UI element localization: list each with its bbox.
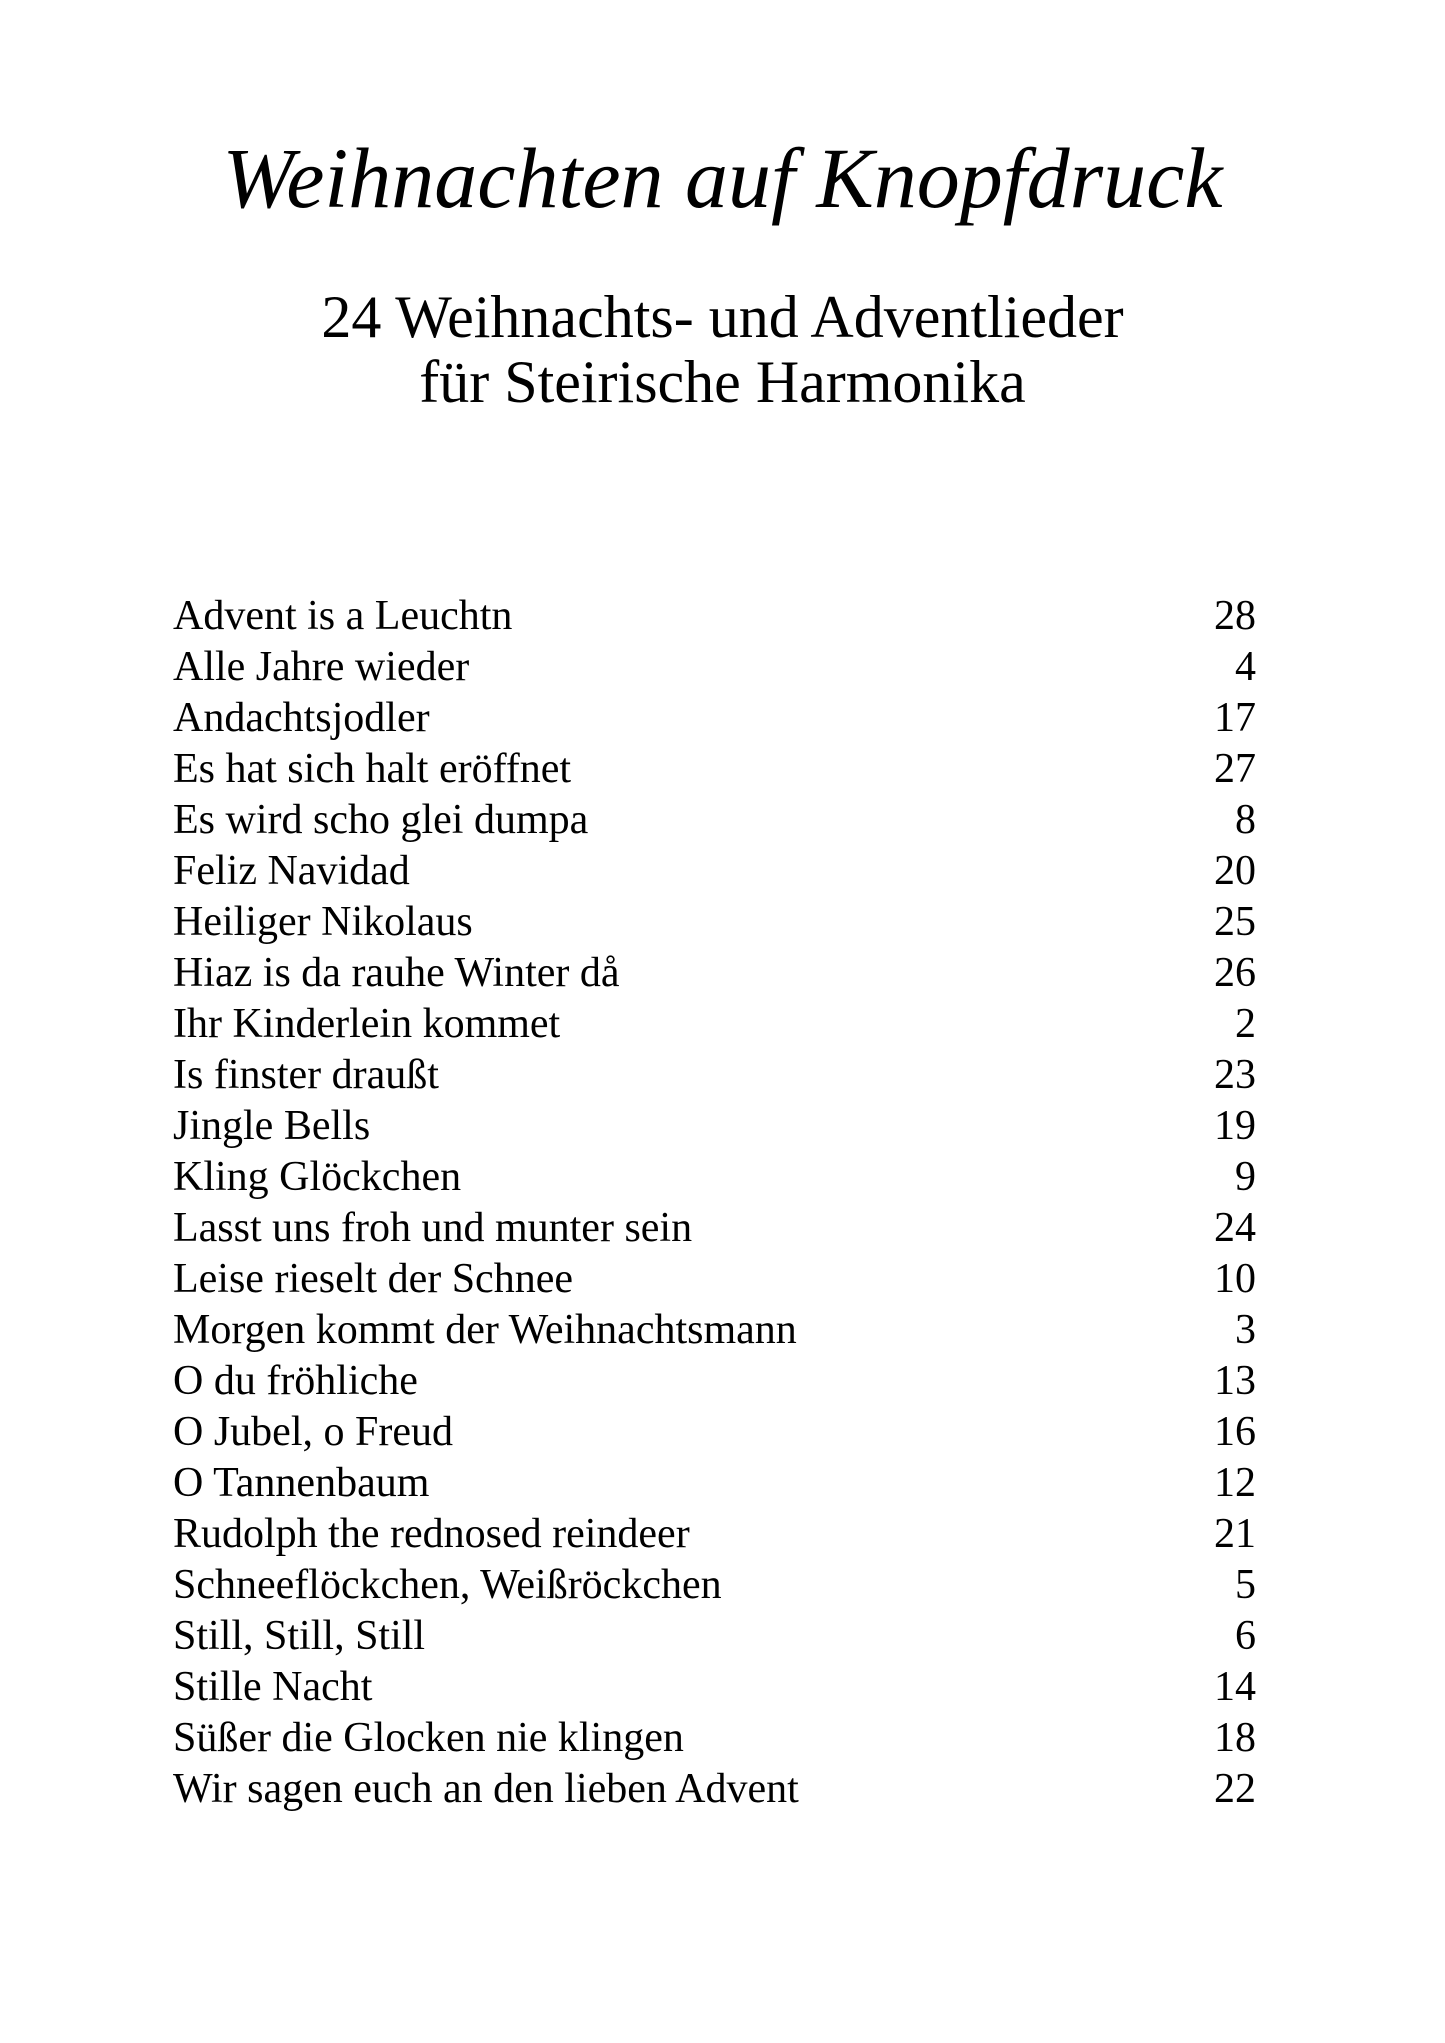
toc-entry-page-number: 14: [1214, 1664, 1256, 1710]
toc-entry-title: Andachtsjodler: [173, 695, 430, 741]
toc-entry-title: O du fröhliche: [173, 1358, 418, 1404]
toc-entry-page-number: 16: [1214, 1409, 1256, 1455]
toc-entry-title: Alle Jahre wieder: [173, 644, 470, 690]
toc-entry-title: Süßer die Glocken nie klingen: [173, 1715, 684, 1761]
toc-row: [173, 642, 1256, 693]
toc-entry-title: Rudolph the rednosed reindeer: [173, 1511, 690, 1557]
toc-entry-title: Es hat sich halt eröffnet: [173, 746, 572, 792]
toc-row: [173, 1356, 1256, 1407]
toc-row: [173, 1560, 1256, 1611]
toc-entry-title: Hiaz is da rauhe Winter då: [173, 950, 620, 996]
toc-entry-title: Leise rieselt der Schnee: [173, 1256, 573, 1302]
subtitle-line-2: für Steirische Harmonika: [419, 349, 1026, 415]
toc-row: [173, 1050, 1256, 1101]
toc-entry-page-number: 9: [1235, 1154, 1256, 1200]
toc-entry-title: Kling Glöckchen: [173, 1154, 462, 1200]
toc-entry-title: Heiliger Nikolaus: [173, 899, 473, 945]
toc-row: [173, 795, 1256, 846]
toc-entry-page-number: 17: [1214, 695, 1256, 741]
toc-entry-title: Still, Still, Still: [173, 1613, 426, 1659]
toc-row: [173, 1458, 1256, 1509]
toc-entry-title: Es wird scho glei dumpa: [173, 797, 589, 843]
table-of-contents: [173, 591, 1256, 1815]
toc-row: [173, 1713, 1256, 1764]
toc-entry-title: Wir sagen euch an den lieben Advent: [173, 1766, 799, 1812]
toc-row: [173, 1203, 1256, 1254]
toc-entry-page-number: 24: [1214, 1205, 1256, 1251]
toc-row: [173, 948, 1256, 999]
toc-entry-page-number: 18: [1214, 1715, 1256, 1761]
toc-entry-page-number: 2: [1235, 1001, 1256, 1047]
toc-entry-page-number: 20: [1214, 848, 1256, 894]
toc-row: [173, 1305, 1256, 1356]
toc-entry-page-number: 21: [1214, 1511, 1256, 1557]
toc-entry-page-number: 6: [1235, 1613, 1256, 1659]
toc-entry-title: Is finster draußt: [173, 1052, 439, 1098]
toc-entry-page-number: 12: [1214, 1460, 1256, 1506]
toc-row: [173, 591, 1256, 642]
toc-entry-page-number: 10: [1214, 1256, 1256, 1302]
page-subtitle: [0, 285, 1445, 415]
toc-entry-title: Stille Nacht: [173, 1664, 373, 1710]
toc-entry-page-number: 25: [1214, 899, 1256, 945]
toc-entry-page-number: 27: [1214, 746, 1256, 792]
toc-entry-title: O Tannenbaum: [173, 1460, 430, 1506]
toc-entry-title: Morgen kommt der Weihnachtsmann: [173, 1307, 797, 1353]
toc-entry-title: Lasst uns froh und munter sein: [173, 1205, 693, 1251]
subtitle-line-1: 24 Weihnachts- und Adventlieder: [321, 284, 1124, 350]
toc-entry-title: Feliz Navidad: [173, 848, 410, 894]
toc-row: [173, 1764, 1256, 1815]
toc-entry-title: O Jubel, o Freud: [173, 1409, 453, 1455]
page-title: Weihnachten auf Knopfdruck: [222, 130, 1223, 226]
toc-entry-page-number: 3: [1235, 1307, 1256, 1353]
toc-entry-page-number: 19: [1214, 1103, 1256, 1149]
toc-entry-page-number: 22: [1214, 1766, 1256, 1812]
toc-row: [173, 846, 1256, 897]
toc-entry-page-number: 26: [1214, 950, 1256, 996]
toc-row: [173, 693, 1256, 744]
toc-entry-page-number: 13: [1214, 1358, 1256, 1404]
toc-row: [173, 1662, 1256, 1713]
toc-entry-page-number: 5: [1235, 1562, 1256, 1608]
toc-row: [173, 1254, 1256, 1305]
toc-entry-page-number: 8: [1235, 797, 1256, 843]
toc-row: [173, 1407, 1256, 1458]
toc-entry-title: Ihr Kinderlein kommet: [173, 1001, 561, 1047]
toc-entry-title: Advent is a Leuchtn: [173, 593, 513, 639]
toc-row: [173, 999, 1256, 1050]
toc-row: [173, 1611, 1256, 1662]
toc-entry-title: Schneeflöckchen, Weißröckchen: [173, 1562, 722, 1608]
toc-row: [173, 897, 1256, 948]
toc-row: [173, 1101, 1256, 1152]
toc-entry-title: Jingle Bells: [173, 1103, 371, 1149]
toc-entry-page-number: 23: [1214, 1052, 1256, 1098]
toc-row: [173, 1509, 1256, 1560]
toc-row: [173, 744, 1256, 795]
toc-row: [173, 1152, 1256, 1203]
toc-entry-page-number: 4: [1235, 644, 1256, 690]
toc-entry-page-number: 28: [1214, 593, 1256, 639]
